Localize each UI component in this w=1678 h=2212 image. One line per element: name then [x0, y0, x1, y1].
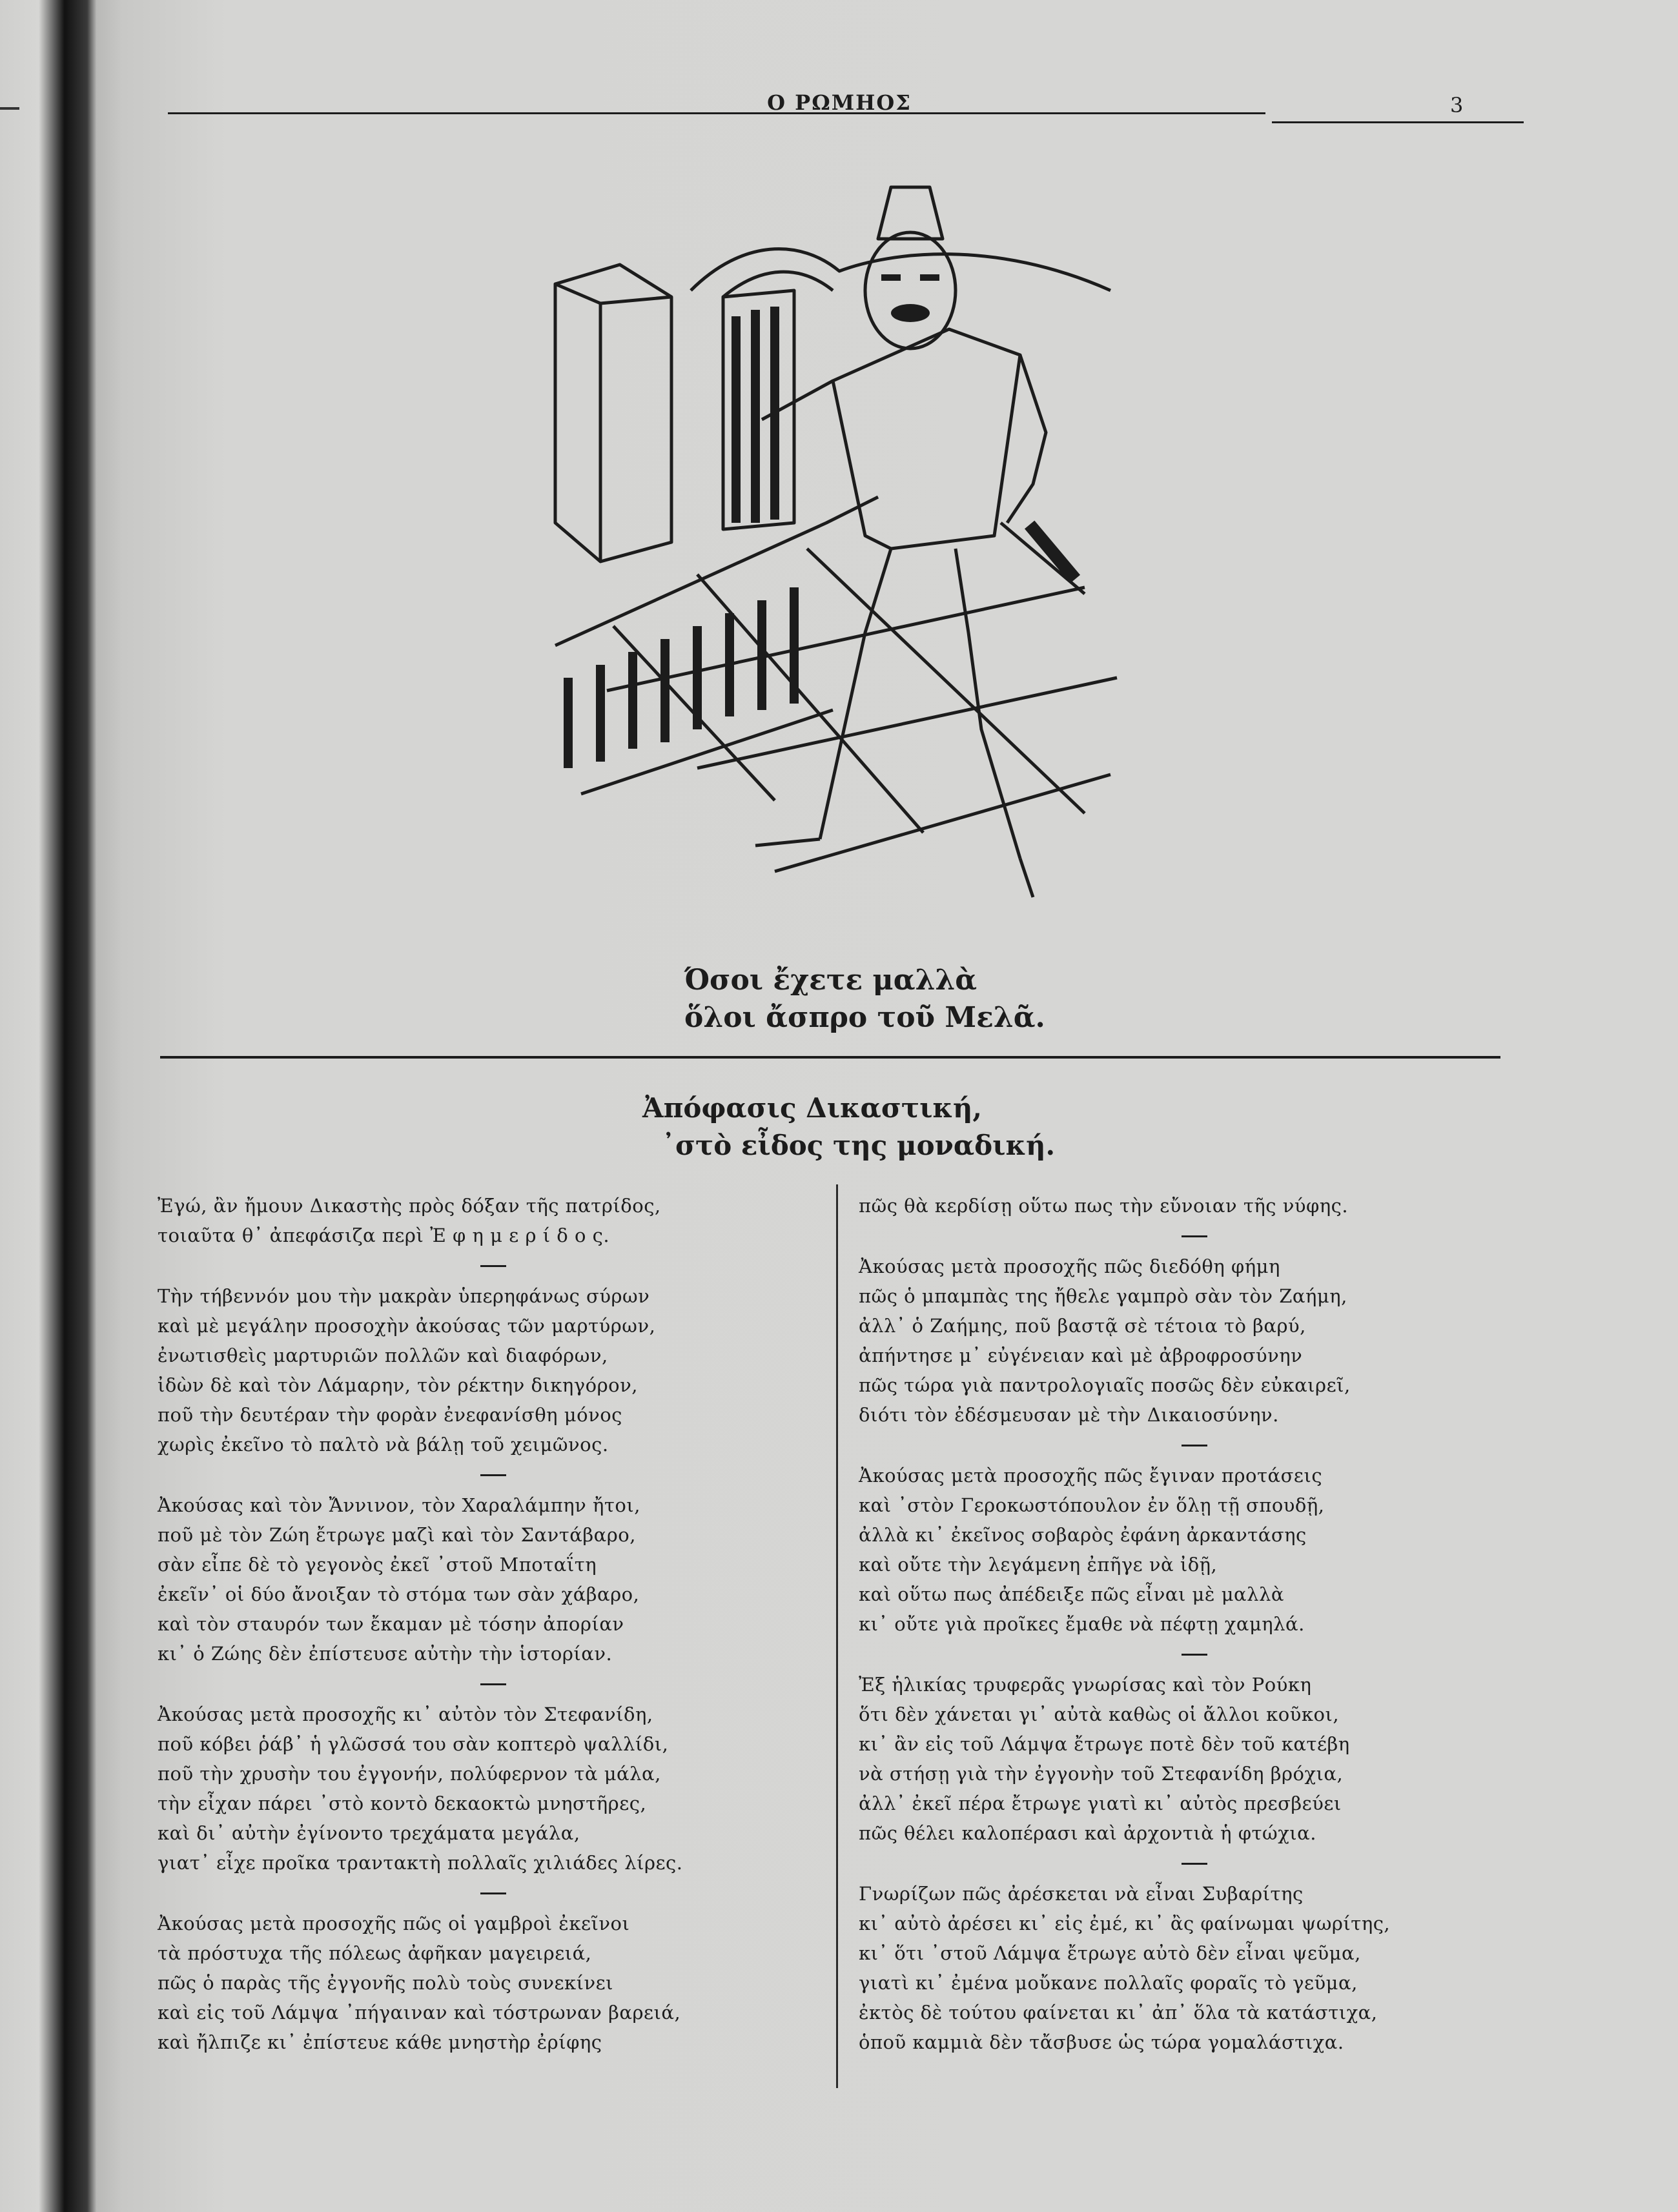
verse-line: ἰδὼν δὲ καὶ τὸν Λάμαρην, τὸν ρέκτην δικηγόρον,: [158, 1374, 638, 1396]
verse-line: ὁποῦ καμμιὰ δὲν τἄσβυσε ὡς τώρα γομαλάστιχα.: [859, 2031, 1344, 2053]
caption-line-1: Όσοι ἔχετε μαλλὰ: [684, 964, 977, 997]
verse-line: Γνωρίζων πῶς ἀρέσκεται νὰ εἶναι Συβαρίτης: [859, 1883, 1304, 1905]
verse-line: καὶ δι᾽ αὐτὴν ἐγίνοντο τρεχάματα μεγάλα,: [158, 1822, 580, 1844]
verse-line: πῶς τώρα γιὰ παντρολογιαῖς ποσῶς δὲν εὐκαιρεῖ,: [859, 1374, 1351, 1396]
adjacent-page-mark: [0, 107, 19, 110]
verse-line: ποῦ τὴν δευτέραν τὴν φορὰν ἐνεφανίσθη μόνος: [158, 1404, 622, 1426]
column-divider: [836, 1184, 838, 2088]
verse-line: κι᾽ ἂν εἰς τοῦ Λάμψα ἔτρωγε ποτὲ δὲν τοῦ κατέβη: [859, 1733, 1350, 1755]
verse-line: Ἀκούσας μετὰ προσοχῆς κι᾽ αὐτὸν τὸν Στεφανίδη,: [158, 1703, 653, 1725]
running-title: Ο ΡΩΜΗΟΣ: [767, 90, 912, 115]
verse-line: ποῦ μὲ τὸν Ζώη ἔτρωγε μαζὶ καὶ τὸν Σαντάβαρο,: [158, 1524, 636, 1546]
verse-line: καὶ τὸν σταυρόν των ἔκαμαν μὲ τόσην ἀπορίαν: [158, 1613, 624, 1635]
title-line-1: Ἀπόφασις Δικαστική,: [642, 1092, 983, 1124]
stanza-separator: [158, 1250, 803, 1281]
right-column: [859, 1191, 1478, 2057]
verse-line: Ἐξ ἡλικίας τρυφερᾶς γνωρίσας καὶ τὸν Ρούκη: [859, 1674, 1312, 1696]
verse-line: κι᾽ αὐτὸ ἀρέσει κι᾽ εἰς ἐμέ, κι᾽ ἂς φαίνωμαι ψωρίτης,: [859, 1913, 1391, 1934]
verse-line: Τὴν τήβεννόν μου τὴν μακρὰν ὑπερηφάνως σύρων: [158, 1285, 650, 1307]
verse-line: ποῦ τὴν χρυσὴν του ἐγγονήν, πολύφερνον τὰ μάλα,: [158, 1763, 661, 1785]
verse-line: γιατ᾽ εἶχε προῖκα τραντακτὴ πολλαῖς χιλιάδες λίρες.: [158, 1852, 683, 1874]
verse-line: Ἀκούσας μετὰ προσοχῆς πῶς ἔγιναν προτάσεις: [859, 1465, 1323, 1487]
verse-line: γιατὶ κι᾽ ἐμένα μοὔκανε πολλαῖς φοραῖς τὸ γεῦμα,: [859, 1972, 1358, 1994]
verse-line: ἀλλ᾽ ὁ Ζαήμης, ποῦ βαστᾷ σὲ τέτοια τὸ βαρύ,: [859, 1315, 1306, 1337]
verse-line: ὅτι δὲν χάνεται γι᾽ αὐτὰ καθὼς οἱ ἄλλοι κοῦκοι,: [859, 1703, 1340, 1725]
verse-line: καὶ οὔτε τὴν λεγάμενη ἐπῆγε νὰ ἰδῇ,: [859, 1554, 1218, 1576]
stanza-separator: [859, 1221, 1478, 1252]
header-rule-right: [1272, 121, 1524, 123]
verse-line: ἐκεῖν᾽ οἱ δύο ἄνοιξαν τὸ στόμα των σὰν χάβαρο,: [158, 1583, 640, 1605]
verse-line: χωρὶς ἐκεῖνο τὸ παλτὸ νὰ βάλῃ τοῦ χειμῶνος.: [158, 1434, 609, 1456]
verse-line: πῶς θὰ κερδίσῃ οὕτω πως τὴν εὔνοιαν τῆς νύφης.: [859, 1195, 1349, 1217]
stanza-separator: [158, 1669, 803, 1700]
verse-line: ἀλλὰ κι᾽ ἐκεῖνος σοβαρὸς ἐφάνη ἀρκαντάσης: [859, 1524, 1307, 1546]
verse-line: πῶς θέλει καλοπέρασι καὶ ἀρχοντιὰ ἡ φτώχια.: [859, 1822, 1316, 1844]
left-column: [158, 1191, 803, 2057]
woodcut-figure-with-box-illustration: [529, 161, 1143, 923]
section-divider: [160, 1056, 1500, 1059]
verse-line: ποῦ κόβει ῥάβ᾽ ἡ γλῶσσά του σὰν κοπτερὸ ψαλλίδι,: [158, 1733, 669, 1755]
stanza-separator: [859, 1639, 1478, 1670]
verse-line: καὶ ᾽στὸν Γεροκωστόπουλον ἐν ὅλῃ τῇ σπουδῇ,: [859, 1494, 1325, 1516]
verse-line: τὴν εἶχαν πάρει ᾽στὸ κοντὸ δεκαοκτὼ μνηστῆρες,: [158, 1792, 647, 1814]
verse-line: ἐκτὸς δὲ τούτου φαίνεται κι᾽ ἀπ᾽ ὅλα τὰ κατάστιχα,: [859, 2002, 1378, 2024]
verse-line: πῶς ὁ παρὰς τῆς ἐγγονῆς πολὺ τοὺς συνεκίνει: [158, 1972, 614, 1994]
stanza-separator: [158, 1878, 803, 1909]
page-number: 3: [1450, 93, 1464, 117]
verse-line: Ἀκούσας καὶ τὸν Ἄννινον, τὸν Χαραλάμπην ἤτοι,: [158, 1494, 640, 1516]
stanza-separator: [859, 1430, 1478, 1461]
verse-line: καὶ μὲ μεγάλην προσοχὴν ἀκούσας τῶν μαρτύρων,: [158, 1315, 656, 1337]
caption-line-2: ὅλοι ἄσπρο τοῦ Μελᾶ.: [684, 1001, 1045, 1034]
verse-line: τοιαῦτα θ᾽ ἀπεφάσιζα περὶ Ἐ φ η μ ε ρ ί δ ο ς.: [158, 1224, 610, 1246]
verse-line: ἀλλ᾽ ἐκεῖ πέρα ἔτρωγε γιατὶ κι᾽ αὐτὸς πρεσβεύει: [859, 1792, 1342, 1814]
verse-line: Ἀκούσας μετὰ προσοχῆς πῶς οἱ γαμβροὶ ἐκεῖνοι: [158, 1913, 630, 1934]
verse-line: τὰ πρόστυχα τῆς πόλεως ἀφῆκαν μαγειρειά,: [158, 1942, 592, 1964]
stanza-separator: [859, 1848, 1478, 1879]
verse-line: Ἀκούσας μετὰ προσοχῆς πῶς διεδόθη φήμη: [859, 1255, 1280, 1277]
article-title: [581, 1090, 1227, 1164]
verse-line: καὶ ἤλπιζε κι᾽ ἐπίστευε κάθε μνηστὴρ ἐρίφης: [158, 2031, 602, 2053]
verse-line: κι᾽ ὁ Ζώης δὲν ἐπίστευσε αὐτὴν τὴν ἱστορίαν.: [158, 1643, 613, 1665]
verse-line: καὶ εἰς τοῦ Λάμψα ᾽πήγαιναν καὶ τόστρωναν βαρειά,: [158, 2002, 681, 2024]
page-header: [168, 84, 1524, 136]
title-line-2: ᾽στὸ εἶδος της μοναδική.: [662, 1130, 1056, 1161]
verse-line: νὰ στήσῃ γιὰ τὴν ἐγγονὴν τοῦ Στεφανίδη βρόχια,: [859, 1763, 1344, 1785]
verse-line: ἀπήντησε μ᾽ εὐγένειαν καὶ μὲ ἀβροφροσύνην: [859, 1344, 1303, 1366]
stanza-separator: [158, 1459, 803, 1490]
adjacent-page-binding: [0, 0, 97, 2212]
verse-line: διότι τὸν ἐδέσμευσαν μὲ τὴν Δικαιοσύνην.: [859, 1404, 1279, 1426]
verse-line: Ἐγώ, ἂν ἤμουν Δικαστὴς πρὸς δόξαν τῆς πατρίδος,: [158, 1195, 661, 1217]
verse-line: πῶς ὁ μπαμπὰς της ἤθελε γαμπρὸ σὰν τὸν Ζαήμη,: [859, 1285, 1347, 1307]
verse-line: κι᾽ οὔτε γιὰ προῖκες ἔμαθε νὰ πέφτῃ χαμηλά.: [859, 1613, 1305, 1635]
verse-line: ἐνωτισθεὶς μαρτυριῶν πολλῶν καὶ διαφόρων,: [158, 1344, 608, 1366]
verse-line: σὰν εἶπε δὲ τὸ γεγονὸς ἐκεῖ ᾽στοῦ Μποταΐτη: [158, 1554, 597, 1576]
illustration-caption: [684, 962, 1046, 1037]
verse-line: κι᾽ ὅτι ᾽στοῦ Λάμψα ἔτρωγε αὐτὸ δὲν εἶναι ψεῦμα,: [859, 1942, 1361, 1964]
verse-line: καὶ οὕτω πως ἀπέδειξε πῶς εἶναι μὲ μαλλὰ: [859, 1583, 1284, 1605]
